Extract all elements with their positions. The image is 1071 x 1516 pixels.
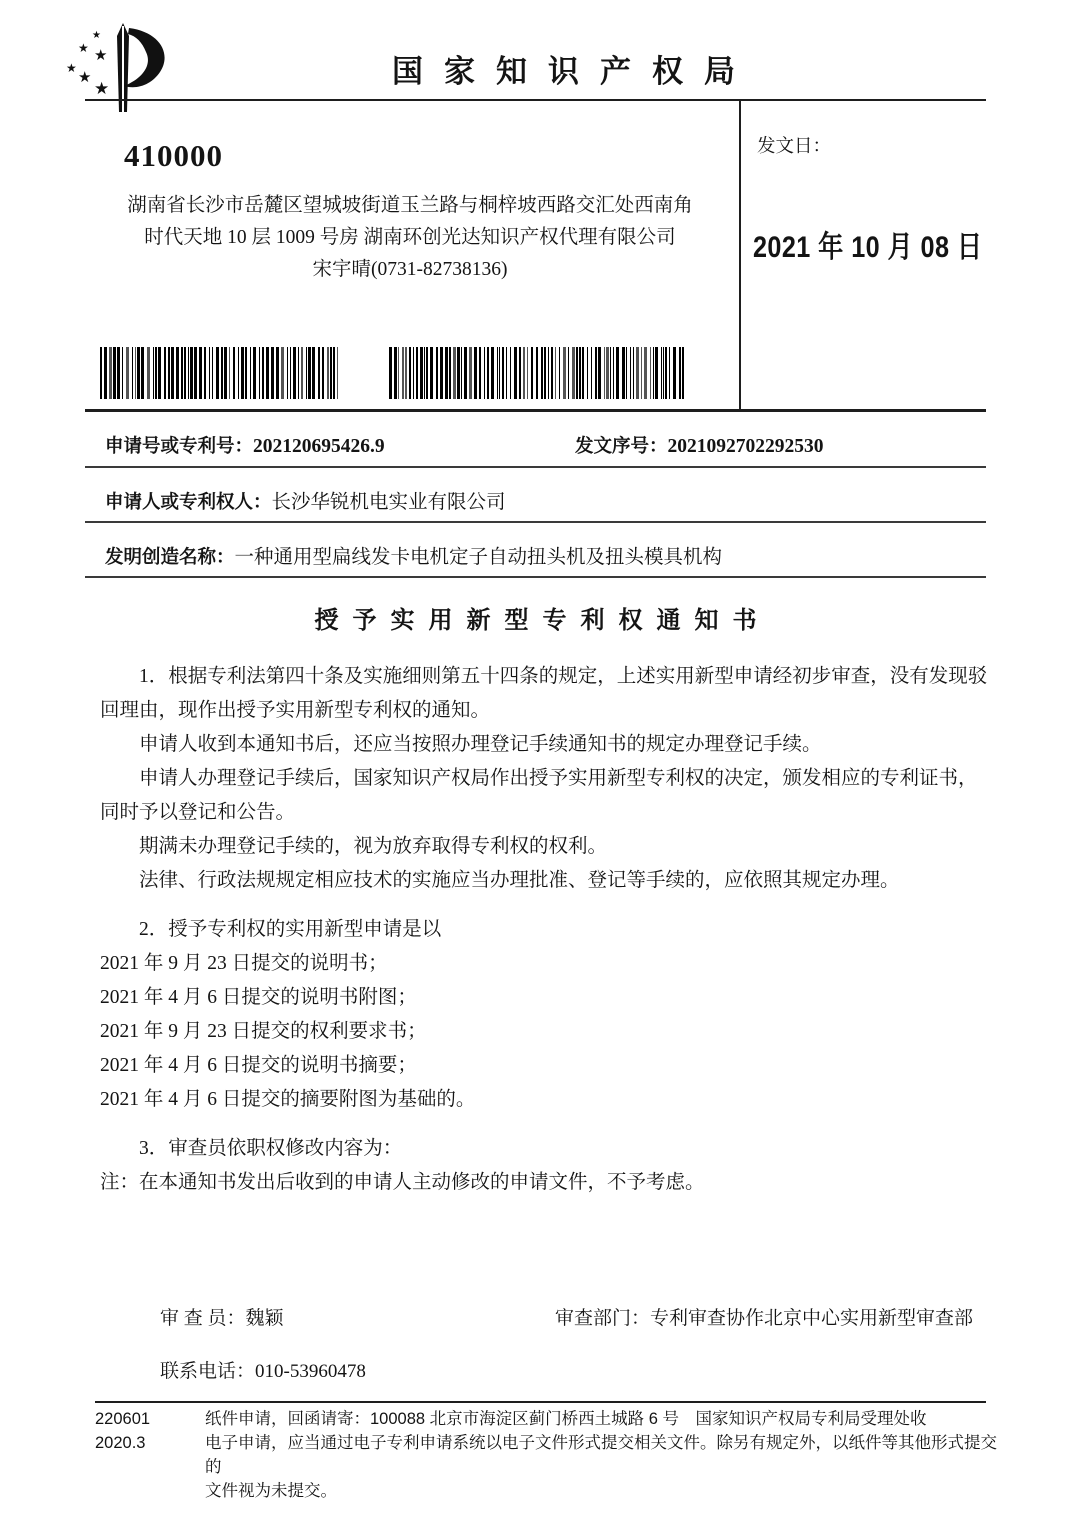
notice-title: 授予实用新型专利权通知书 bbox=[314, 607, 771, 634]
form-codes bbox=[95, 1407, 150, 1455]
section2-item: 2021 年 4 月 6 日提交的说明书摘要； bbox=[100, 1055, 417, 1076]
applicant-label: 申请人或专利权人： bbox=[105, 491, 272, 512]
svg-text:★: ★ bbox=[94, 48, 108, 64]
dispatch-number-label: 发文序号： bbox=[575, 435, 668, 456]
address-line-1: 湖南省长沙市岳麓区望城坡街道玉兰路与桐梓坡西路交汇处西南角 bbox=[127, 195, 693, 216]
footer-rule bbox=[95, 1401, 986, 1403]
section2-item: 2021 年 4 月 6 日提交的说明书附图； bbox=[100, 987, 417, 1008]
svg-text:★: ★ bbox=[92, 30, 101, 41]
row-rule-3 bbox=[85, 576, 986, 578]
postal-code: 410000 bbox=[124, 138, 223, 173]
phone-value: 010-53960478 bbox=[255, 1361, 366, 1382]
applicant-value: 长沙华锐机电实业有限公司 bbox=[271, 492, 506, 513]
examiner-row bbox=[160, 1303, 284, 1330]
svg-text:★: ★ bbox=[78, 70, 92, 86]
department-name: 专利审查协作北京中心实用新型审查部 bbox=[650, 1308, 974, 1329]
section2-item: 2021 年 9 月 23 日提交的权利要求书； bbox=[100, 1021, 427, 1042]
recipient-contact: 宋宇晴(0731-82738136) bbox=[312, 259, 508, 280]
examiner-label: 审 查 员： bbox=[160, 1308, 246, 1329]
paragraph-4: 期满未办理登记手续的，视为放弃取得专利权的权利。 bbox=[139, 836, 608, 857]
footer-line-1: 纸件申请，回函请寄：100088 北京市海淀区蓟门桥西土城路 6 号 国家知识产权局专利局受理处收 bbox=[205, 1410, 927, 1428]
svg-text:★: ★ bbox=[66, 61, 77, 75]
footer-line-2: 电子申请，应当通过电子专利申请系统以电子文件形式提交相关文件。除另有规定外，以纸件等其他形式提交的 bbox=[205, 1434, 997, 1476]
dispatch-box-divider bbox=[739, 99, 741, 411]
paragraph-1: 1．根据专利法第四十条及实施细则第五十四条的规定，上述实用新型申请经初步审查，没有发现驳回理由，现作出授予实用新型专利权的通知。 bbox=[100, 666, 988, 721]
section2-intro: 2．授予专利权的实用新型申请是以 bbox=[139, 919, 442, 940]
footer-line-3: 文件视为未提交。 bbox=[205, 1482, 337, 1500]
invention-title-label: 发明创造名称： bbox=[105, 546, 235, 567]
svg-text:★: ★ bbox=[94, 79, 110, 98]
address-line-2: 时代天地 10 层 1009 号房 湖南环创光达知识产权代理有限公司 bbox=[144, 227, 676, 248]
paragraph-3: 申请人办理登记手续后，国家知识产权局作出授予实用新型专利权的决定，颁发相应的专利证书，同时予以登记和公告。 bbox=[100, 768, 978, 823]
notice-body bbox=[100, 660, 988, 1200]
section2-item: 2021 年 4 月 6 日提交的摘要附图为基础的。 bbox=[100, 1089, 476, 1110]
application-number-value: 202120695426.9 bbox=[253, 436, 385, 457]
invention-title-value: 一种通用型扁线发卡电机定子自动扭头机及扭头模具机构 bbox=[234, 547, 723, 568]
phone-row bbox=[160, 1356, 366, 1383]
header-rule bbox=[85, 99, 986, 101]
section3-line: 3．审查员依职权修改内容为： bbox=[139, 1138, 403, 1159]
phone-label: 联系电话： bbox=[160, 1361, 256, 1382]
info-box-bottom-rule bbox=[85, 409, 986, 412]
row-rule-1 bbox=[85, 466, 986, 468]
agency-title: 国家知识产权局 bbox=[392, 54, 756, 89]
dispatch-number-value: 2021092702292530 bbox=[667, 436, 824, 457]
barcode-application bbox=[100, 347, 342, 399]
dispatch-date-value: 2021 年 10 月 08 日 bbox=[753, 231, 983, 264]
form-code: 220601 bbox=[95, 1410, 151, 1428]
paragraph-5: 法律、行政法规规定相应技术的实施应当办理批准、登记等手续的，应依照其规定办理。 bbox=[139, 870, 900, 891]
barcode-dispatch bbox=[389, 347, 685, 399]
applicant-row bbox=[105, 486, 506, 514]
section2-item: 2021 年 9 月 23 日提交的说明书； bbox=[100, 953, 388, 974]
paragraph-spacer bbox=[100, 898, 988, 913]
cnipa-logo-icon bbox=[60, 20, 190, 120]
paragraph-spacer bbox=[100, 1117, 988, 1132]
form-version: 2020.3 bbox=[95, 1434, 146, 1452]
department-row bbox=[555, 1303, 973, 1330]
examiner-name: 魏颖 bbox=[245, 1308, 284, 1329]
invention-title-row bbox=[105, 541, 722, 569]
application-number-label: 申请号或专利号： bbox=[105, 435, 254, 456]
row-rule-2 bbox=[85, 521, 986, 523]
recipient-address bbox=[100, 190, 720, 286]
svg-text:★: ★ bbox=[78, 41, 89, 55]
dispatch-number-row bbox=[575, 432, 824, 458]
dispatch-date-label: 发文日： bbox=[757, 137, 832, 157]
department-label: 审查部门： bbox=[555, 1308, 651, 1329]
footer-notes bbox=[205, 1407, 1005, 1503]
application-number-row bbox=[105, 432, 385, 458]
section3-note: 注：在本通知书发出后收到的申请人主动修改的申请文件，不予考虑。 bbox=[100, 1172, 705, 1193]
paragraph-2: 申请人收到本通知书后，还应当按照办理登记手续通知书的规定办理登记手续。 bbox=[139, 734, 822, 755]
